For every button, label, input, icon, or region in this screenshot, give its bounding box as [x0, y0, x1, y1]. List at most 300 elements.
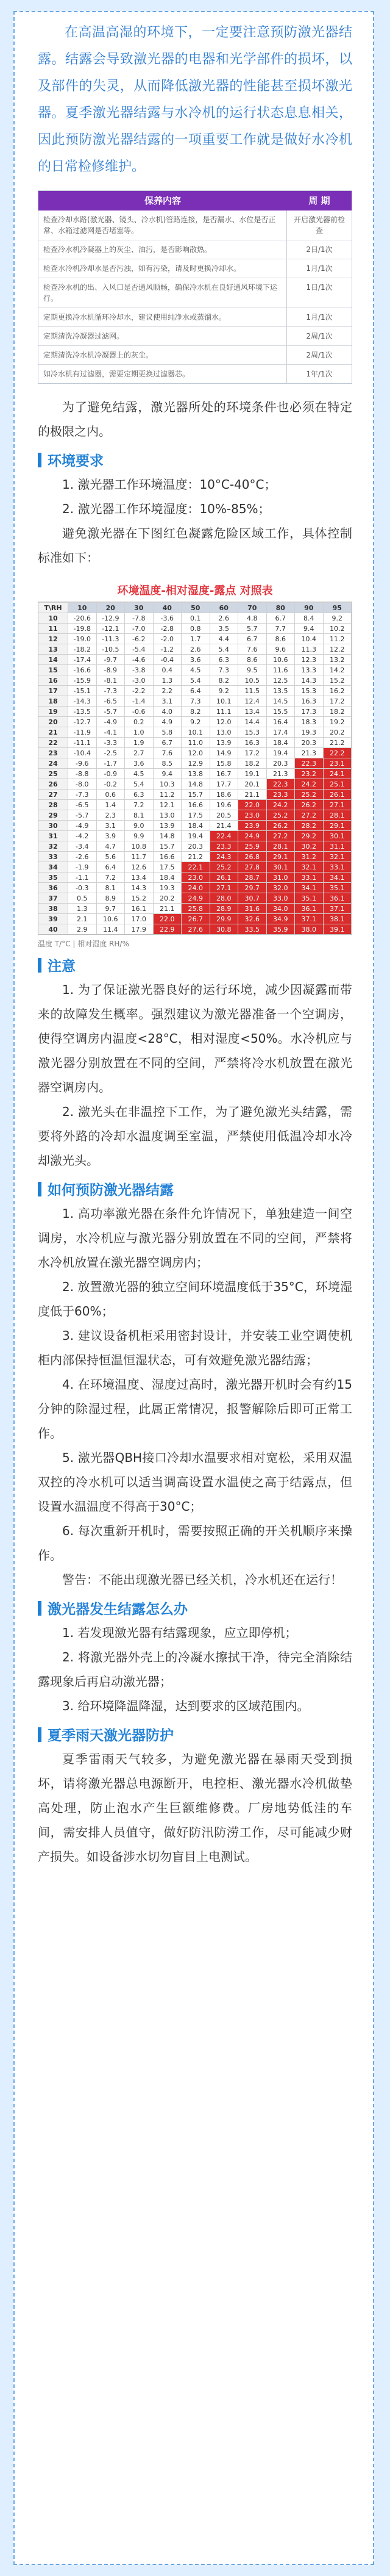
dew-value-cell: -12.7 — [68, 716, 97, 727]
dew-table-header-row — [38, 602, 352, 613]
dew-value-cell: 6.3 — [210, 654, 239, 664]
dew-value-cell: 8.1 — [97, 882, 126, 893]
dew-value-cell: 26.2 — [295, 799, 324, 810]
dew-value-cell: 10.8 — [125, 841, 154, 851]
dew-value-cell: 5.4 — [182, 675, 210, 685]
dew-value-cell: 17.9 — [125, 924, 154, 934]
dew-value-cell: 13.3 — [295, 664, 324, 675]
dew-value-cell: -3.0 — [125, 675, 154, 685]
maintenance-period: 2周/1次 — [306, 351, 333, 359]
dew-temp-cell: 31 — [38, 830, 68, 841]
dew-value-cell: -4.1 — [97, 727, 126, 737]
dew-value-cell: -8.9 — [97, 664, 126, 675]
maintenance-period: 2日/1次 — [306, 245, 333, 254]
dew-value-cell: -2.2 — [125, 685, 154, 696]
dew-value-cell: 15.3 — [295, 685, 324, 696]
dew-value-cell: -0.3 — [68, 882, 97, 893]
dew-value-cell: 16.2 — [324, 685, 352, 696]
dew-value-cell: -6.5 — [68, 799, 97, 810]
dew-value-cell: 22.4 — [210, 830, 239, 841]
dew-header-cell: 80 — [267, 602, 296, 613]
dew-header-cell: T\RH — [38, 602, 68, 613]
dew-value-cell: 32.6 — [238, 913, 267, 924]
dew-header-cell: 20 — [97, 602, 126, 613]
dew-value-cell: 7.6 — [238, 644, 267, 654]
dew-value-cell: 0.4 — [154, 664, 182, 675]
dew-value-cell: 10.6 — [97, 913, 126, 924]
dew-value-cell: 3.6 — [182, 654, 210, 664]
heading-bar — [38, 1601, 41, 1616]
dew-value-cell: -8.8 — [68, 768, 97, 779]
dew-temp-cell: 12 — [38, 633, 68, 644]
dew-table-caption: 温度 T/°C | 相对湿度 RH/% — [38, 940, 129, 948]
section-prevent-title: 如何预防激光器结露 — [48, 1182, 174, 1198]
dew-value-cell: 8.5 — [154, 758, 182, 768]
maintenance-row — [38, 259, 352, 278]
dew-value-cell: 28.0 — [210, 893, 239, 903]
dew-value-cell: 13.9 — [210, 737, 239, 747]
dew-header-cell: 10 — [68, 602, 97, 613]
dew-row — [38, 644, 352, 654]
dew-value-cell: 21.3 — [295, 747, 324, 758]
dew-value-cell: 1.3 — [154, 675, 182, 685]
dew-value-cell: 1.7 — [182, 633, 210, 644]
dew-value-cell: 21.1 — [154, 903, 182, 913]
dew-value-cell: 35.9 — [267, 924, 296, 934]
dew-value-cell: 18.2 — [324, 706, 352, 716]
dew-value-cell: 23.9 — [238, 820, 267, 830]
dew-value-cell: 25.2 — [295, 789, 324, 799]
dew-value-cell: 17.2 — [238, 747, 267, 758]
dew-value-cell: 27.2 — [267, 830, 296, 841]
dew-row — [38, 882, 352, 893]
dew-value-cell: 18.4 — [267, 737, 296, 747]
dew-value-cell: 9.0 — [125, 820, 154, 830]
dew-value-cell: 22.9 — [154, 924, 182, 934]
dew-value-cell: -6.5 — [97, 696, 126, 706]
dew-value-cell: -4.9 — [97, 716, 126, 727]
dew-temp-cell: 23 — [38, 747, 68, 758]
dew-value-cell: 23.0 — [238, 810, 267, 820]
dew-value-cell: 16.6 — [182, 799, 210, 810]
dew-value-cell: -12.1 — [97, 623, 126, 633]
dew-value-cell: 28.7 — [238, 872, 267, 882]
dew-value-cell: 15.3 — [238, 727, 267, 737]
dew-value-cell: 10.6 — [267, 654, 296, 664]
header-period: 周 期 — [308, 195, 330, 206]
header-content: 保养内容 — [144, 195, 181, 206]
dew-value-cell: 22.0 — [154, 913, 182, 924]
dew-value-cell: -5.7 — [68, 810, 97, 820]
dew-row — [38, 841, 352, 851]
after-3: 3. 给环境降温降湿，达到要求的区域范围内。 — [62, 1699, 310, 1713]
dew-value-cell: 17.5 — [182, 810, 210, 820]
dew-value-cell: -4.9 — [68, 820, 97, 830]
prevent-1: 1. 高功率激光器在条件允许情况下，单独建造一间空调房，水冷机应与激光器分别放置在不同的空间，严禁将水冷机放置在激光器空调房内； — [38, 1206, 352, 1270]
dew-value-cell: 33.0 — [267, 893, 296, 903]
dew-value-cell: 11.2 — [154, 789, 182, 799]
dew-value-cell: 2.3 — [97, 810, 126, 820]
dew-value-cell: -15.1 — [68, 685, 97, 696]
dew-value-cell: 13.9 — [154, 820, 182, 830]
dew-value-cell: 12.4 — [238, 696, 267, 706]
dew-value-cell: 6.7 — [238, 633, 267, 644]
maintenance-content: 如冷水机有过滤器，需要定期更换过滤器芯。 — [38, 365, 287, 383]
maintenance-row — [38, 364, 352, 383]
dew-row — [38, 862, 352, 872]
dew-value-cell: 27.1 — [324, 799, 352, 810]
dew-value-cell: 9.6 — [267, 644, 296, 654]
dew-value-cell: -0.6 — [125, 706, 154, 716]
dew-value-cell: 2.9 — [68, 924, 97, 934]
dew-value-cell: 12.6 — [125, 862, 154, 872]
dew-value-cell: 12.3 — [295, 654, 324, 664]
dew-row — [38, 696, 352, 706]
dew-value-cell: 2.6 — [210, 613, 239, 623]
maintenance-table-header — [38, 191, 352, 210]
dew-temp-cell: 16 — [38, 675, 68, 685]
dew-value-cell: 13.0 — [154, 810, 182, 820]
dew-value-cell: 2.1 — [68, 913, 97, 924]
dew-value-cell: 19.3 — [154, 882, 182, 893]
dew-value-cell: 5.8 — [154, 727, 182, 737]
dew-value-cell: 12.9 — [182, 758, 210, 768]
dew-value-cell: 4.8 — [238, 613, 267, 623]
dew-value-cell: 17.3 — [295, 706, 324, 716]
dew-temp-cell: 34 — [38, 862, 68, 872]
dew-value-cell: 12.5 — [267, 675, 296, 685]
dew-value-cell: 1.9 — [125, 737, 154, 747]
maintenance-period: 1月/1次 — [306, 264, 333, 273]
env-humidity: 2. 激光器工作环境湿度：10%-85%； — [62, 502, 271, 516]
dew-value-cell: -0.9 — [97, 768, 126, 779]
dew-value-cell: 16.7 — [210, 768, 239, 779]
prevent-6: 6. 每次重新开机时，需要按照正确的开关机顺序来操作。 — [38, 1524, 352, 1563]
dew-value-cell: 0.2 — [125, 716, 154, 727]
dew-header-cell: 70 — [238, 602, 267, 613]
dew-value-cell: 19.4 — [182, 830, 210, 841]
dew-temp-cell: 40 — [38, 924, 68, 934]
dew-row — [38, 613, 352, 623]
dew-value-cell: 25.1 — [324, 779, 352, 789]
dew-temp-cell: 32 — [38, 841, 68, 851]
dew-header-cell: 30 — [125, 602, 154, 613]
dew-row — [38, 654, 352, 664]
prevent-4: 4. 在环境温度、湿度过高时，激光器开机时会有约15分钟的除湿过程，此属正常情况，报警解除后即可正常工作。 — [38, 1377, 352, 1441]
dew-value-cell: 8.1 — [125, 810, 154, 820]
dew-value-cell: 23.3 — [267, 789, 296, 799]
dew-temp-cell: 19 — [38, 706, 68, 716]
dew-value-cell: 9.5 — [238, 664, 267, 675]
dew-value-cell: 13.0 — [210, 727, 239, 737]
dew-value-cell: 19.6 — [210, 799, 239, 810]
intro-paragraph: 在高温高湿的环境下，一定要注意预防激光器结露。结露会导致激光器的电器和光学部件的损坏，以及部件的失灵，从而降低激光器的性能甚至损坏激光器。夏季激光器结露与水冷机的运行状态息息相关，因此预防激光器结露的一项重要工作就是做好水冷机的日常检修维护。 — [38, 25, 352, 174]
maintenance-row — [38, 278, 352, 308]
dew-value-cell: 13.2 — [324, 654, 352, 664]
dew-value-cell: -3.6 — [154, 613, 182, 623]
dew-value-cell: 35.1 — [324, 882, 352, 893]
dew-row — [38, 872, 352, 882]
dew-value-cell: 8.6 — [267, 633, 296, 644]
dew-value-cell: 11.1 — [210, 706, 239, 716]
dew-value-cell: 17.7 — [210, 779, 239, 789]
dew-value-cell: -8.1 — [97, 675, 126, 685]
dew-value-cell: 10.1 — [210, 696, 239, 706]
dew-value-cell: 24.2 — [267, 799, 296, 810]
dew-value-cell: 14.8 — [154, 830, 182, 841]
dew-value-cell: -15.9 — [68, 675, 97, 685]
dew-value-cell: 24.3 — [210, 851, 239, 862]
dew-value-cell: 9.9 — [125, 830, 154, 841]
dew-value-cell: -0.4 — [154, 654, 182, 664]
env-lead: 为了避免结露，激光器所处的环境条件也必须在特定的极限之内。 — [38, 400, 352, 439]
dew-temp-cell: 39 — [38, 913, 68, 924]
dew-value-cell: 28.9 — [210, 903, 239, 913]
maintenance-table — [38, 190, 352, 384]
dew-temp-cell: 28 — [38, 799, 68, 810]
dew-value-cell: 20.1 — [238, 779, 267, 789]
dew-temp-cell: 25 — [38, 768, 68, 779]
heading-bar — [38, 453, 41, 467]
dew-row — [38, 675, 352, 685]
dew-value-cell: 9.4 — [154, 768, 182, 779]
dew-value-cell: 14.5 — [267, 696, 296, 706]
dew-value-cell: 39.1 — [324, 924, 352, 934]
dew-value-cell: -1.9 — [68, 862, 97, 872]
dew-value-cell: 16.1 — [125, 903, 154, 913]
dew-value-cell: 19.1 — [238, 768, 267, 779]
dew-value-cell: 31.0 — [267, 872, 296, 882]
dew-value-cell: 5.4 — [210, 644, 239, 654]
dew-row — [38, 623, 352, 633]
dew-value-cell: 21.4 — [210, 820, 239, 830]
dew-value-cell: 29.2 — [295, 830, 324, 841]
dew-table — [38, 602, 352, 935]
dew-value-cell: 20.5 — [210, 810, 239, 820]
dew-value-cell: 3.5 — [210, 623, 239, 633]
dew-value-cell: 21.1 — [238, 789, 267, 799]
dew-value-cell: 23.2 — [295, 768, 324, 779]
dew-value-cell: 17.4 — [267, 727, 296, 737]
article — [38, 20, 352, 1869]
dew-value-cell: 22.3 — [295, 758, 324, 768]
dew-value-cell: 1.4 — [97, 799, 126, 810]
dew-temp-cell: 37 — [38, 893, 68, 903]
dew-value-cell: 16.6 — [154, 851, 182, 862]
dew-temp-cell: 29 — [38, 810, 68, 820]
dew-value-cell: -18.2 — [68, 644, 97, 654]
dew-value-cell: 34.0 — [267, 903, 296, 913]
dew-value-cell: -7.3 — [97, 685, 126, 696]
dew-value-cell: 0.1 — [182, 613, 210, 623]
dew-value-cell: 20.3 — [182, 841, 210, 851]
dew-temp-cell: 15 — [38, 664, 68, 675]
dew-value-cell: 14.4 — [238, 716, 267, 727]
dew-value-cell: 0.6 — [97, 789, 126, 799]
dew-value-cell: 11.6 — [267, 664, 296, 675]
dew-value-cell: 9.4 — [295, 623, 324, 633]
note-1: 1. 为了保证激光器良好的运行环境，减少因凝露而带来的故障发生概率。强烈建议为激光器准备一个空调房，使得空调房内温度<28°C，相对湿度<50%。水冷机应与激光器分别放置在不同的空间，严禁将冷水机放置在激光器空调房内。 — [38, 982, 352, 1095]
section-prevent-heading — [38, 1179, 352, 1199]
dew-value-cell: 14.2 — [324, 664, 352, 675]
dew-temp-cell: 36 — [38, 882, 68, 893]
prevent-warning: 警告：不能出现激光器已经关机，冷水机还在运行！ — [62, 1572, 342, 1587]
dew-value-cell: -4.6 — [125, 654, 154, 664]
dew-value-cell: 1.0 — [125, 727, 154, 737]
dew-value-cell: -8.0 — [68, 779, 97, 789]
dew-value-cell: -3.4 — [68, 841, 97, 851]
dew-value-cell: -2.6 — [68, 851, 97, 862]
dew-value-cell: 10.4 — [295, 633, 324, 644]
dew-value-cell: 38.1 — [324, 913, 352, 924]
dew-value-cell: 4.7 — [97, 841, 126, 851]
dew-row — [38, 685, 352, 696]
dew-value-cell: 7.3 — [210, 664, 239, 675]
dew-value-cell: 11.0 — [182, 737, 210, 747]
dew-value-cell: 26.7 — [182, 913, 210, 924]
dew-value-cell: -16.6 — [68, 664, 97, 675]
dew-header-cell: 95 — [324, 602, 352, 613]
dew-table-title: 环境温度-相对湿度-露点 对照表 — [117, 585, 273, 597]
dew-value-cell: 11.5 — [238, 685, 267, 696]
dew-value-cell: 3.6 — [125, 758, 154, 768]
dew-value-cell: 8.2 — [182, 706, 210, 716]
dew-value-cell: 11.7 — [125, 851, 154, 862]
dew-value-cell: 28.2 — [295, 820, 324, 830]
dew-temp-cell: 26 — [38, 779, 68, 789]
after-2: 2. 将激光器外壳上的冷凝水擦拭干净，待完全消除结露现象后再启动激光器； — [38, 1650, 352, 1689]
dew-value-cell: 5.7 — [238, 623, 267, 633]
dew-temp-cell: 38 — [38, 903, 68, 913]
dew-value-cell: 23.3 — [210, 841, 239, 851]
maintenance-period: 2周/1次 — [306, 332, 333, 340]
dew-header-cell: 90 — [295, 602, 324, 613]
dew-value-cell: 24.9 — [238, 830, 267, 841]
dew-value-cell: 15.8 — [210, 758, 239, 768]
dew-value-cell: 34.1 — [295, 882, 324, 893]
dew-value-cell: 26.2 — [267, 820, 296, 830]
dew-value-cell: -2.8 — [154, 623, 182, 633]
dew-value-cell: -10.5 — [97, 644, 126, 654]
dew-value-cell: -20.6 — [68, 613, 97, 623]
dew-value-cell: 32.0 — [267, 882, 296, 893]
env-temp: 1. 激光器工作环境温度：10°C-40°C； — [62, 477, 277, 492]
dew-temp-cell: 27 — [38, 789, 68, 799]
dew-value-cell: 22.0 — [238, 799, 267, 810]
dew-value-cell: -14.3 — [68, 696, 97, 706]
dew-temp-cell: 22 — [38, 737, 68, 747]
dew-temp-cell: 18 — [38, 696, 68, 706]
dew-row — [38, 851, 352, 862]
dew-value-cell: 22.1 — [182, 862, 210, 872]
dew-row — [38, 810, 352, 820]
dew-value-cell: -2.0 — [154, 633, 182, 644]
dew-value-cell: 7.2 — [97, 872, 126, 882]
dew-value-cell: 9.2 — [182, 716, 210, 727]
dew-value-cell: 24.2 — [295, 779, 324, 789]
dew-value-cell: 22.2 — [324, 747, 352, 758]
dew-value-cell: 26.1 — [210, 872, 239, 882]
dew-value-cell: 35.1 — [295, 893, 324, 903]
dew-value-cell: 4.5 — [182, 664, 210, 675]
dew-value-cell: -3.3 — [97, 737, 126, 747]
dew-value-cell: -11.1 — [68, 737, 97, 747]
dew-value-cell: 13.5 — [267, 685, 296, 696]
section-rain-heading — [38, 1724, 352, 1744]
prevent-3: 3. 建议设备机柜采用密封设计，并安装工业空调使机柜内部保持恒温恒湿状态，可有效避免激光器结露； — [38, 1328, 352, 1367]
dew-row — [38, 820, 352, 830]
dew-row — [38, 830, 352, 841]
dew-value-cell: -5.4 — [125, 644, 154, 654]
dew-row — [38, 716, 352, 727]
dew-value-cell: 12.1 — [154, 799, 182, 810]
dew-value-cell: 15.2 — [324, 675, 352, 685]
section-env-heading — [38, 450, 352, 470]
dew-value-cell: 13.4 — [125, 872, 154, 882]
dew-value-cell: 25.2 — [210, 862, 239, 872]
dew-value-cell: 11.4 — [97, 924, 126, 934]
dew-value-cell: 4.9 — [154, 716, 182, 727]
dew-value-cell: 33.1 — [324, 862, 352, 872]
dew-value-cell: -12.9 — [97, 613, 126, 623]
rain-paragraph: 夏季雷雨天气较多，为避免激光器在暴雨天受到损坏，请将激光器总电源断开，电控柜、激光器水冷机做垫高处理，防止泡水产生巨额维修费。厂房地势低洼的车间，需安排人员值守，做好防汛防涝工作，尽可能减少财产损失。如设备涉水切勿盲目上电测试。 — [38, 1752, 352, 1864]
dew-value-cell: 15.7 — [182, 789, 210, 799]
dew-value-cell: 24.1 — [324, 768, 352, 779]
maintenance-row — [38, 210, 352, 240]
dew-value-cell: 27.2 — [295, 810, 324, 820]
dew-temp-cell: 17 — [38, 685, 68, 696]
dew-value-cell: 14.3 — [295, 675, 324, 685]
dew-value-cell: 19.2 — [324, 716, 352, 727]
dew-value-cell: 27.6 — [182, 924, 210, 934]
env-danger-note: 避免激光器在下图红色凝露危险区域工作，具体控制标准如下： — [38, 526, 352, 565]
dew-row — [38, 758, 352, 768]
dew-temp-cell: 20 — [38, 716, 68, 727]
dew-value-cell: 3.9 — [97, 830, 126, 841]
dew-value-cell: 15.2 — [125, 893, 154, 903]
dew-value-cell: 21.3 — [267, 768, 296, 779]
dew-value-cell: 29.7 — [238, 882, 267, 893]
dew-value-cell: -9.6 — [68, 758, 97, 768]
dew-value-cell: 8.6 — [238, 654, 267, 664]
dew-value-cell: 18.6 — [210, 789, 239, 799]
section-rain-title: 夏季雨天激光器防护 — [48, 1728, 174, 1744]
dew-value-cell: -1.1 — [68, 872, 97, 882]
dew-value-cell: -6.2 — [125, 633, 154, 644]
dew-value-cell: 28.1 — [267, 841, 296, 851]
dew-value-cell: 6.7 — [154, 737, 182, 747]
dew-value-cell: -19.8 — [68, 623, 97, 633]
dew-value-cell: 17.0 — [125, 913, 154, 924]
dew-value-cell: 26.8 — [238, 851, 267, 862]
dew-value-cell: 18.2 — [238, 758, 267, 768]
dew-value-cell: 9.7 — [97, 903, 126, 913]
dew-row — [38, 706, 352, 716]
dew-value-cell: 32.1 — [324, 851, 352, 862]
dew-temp-cell: 13 — [38, 644, 68, 654]
dew-row — [38, 633, 352, 644]
dew-value-cell: 14.3 — [125, 882, 154, 893]
dew-value-cell: 14.9 — [210, 747, 239, 758]
dew-header-cell: 60 — [210, 602, 239, 613]
dew-row — [38, 779, 352, 789]
dew-row — [38, 893, 352, 903]
dew-temp-cell: 14 — [38, 654, 68, 664]
maintenance-content: 检查冷却水路(激光器、镜头、冷水机)管路连接，是否漏水、水位是否正常、水箱过滤网是否堵塞等。 — [38, 210, 287, 240]
dew-value-cell: 20.3 — [295, 737, 324, 747]
dew-value-cell: 6.4 — [182, 685, 210, 696]
dew-value-cell: -1.7 — [97, 758, 126, 768]
